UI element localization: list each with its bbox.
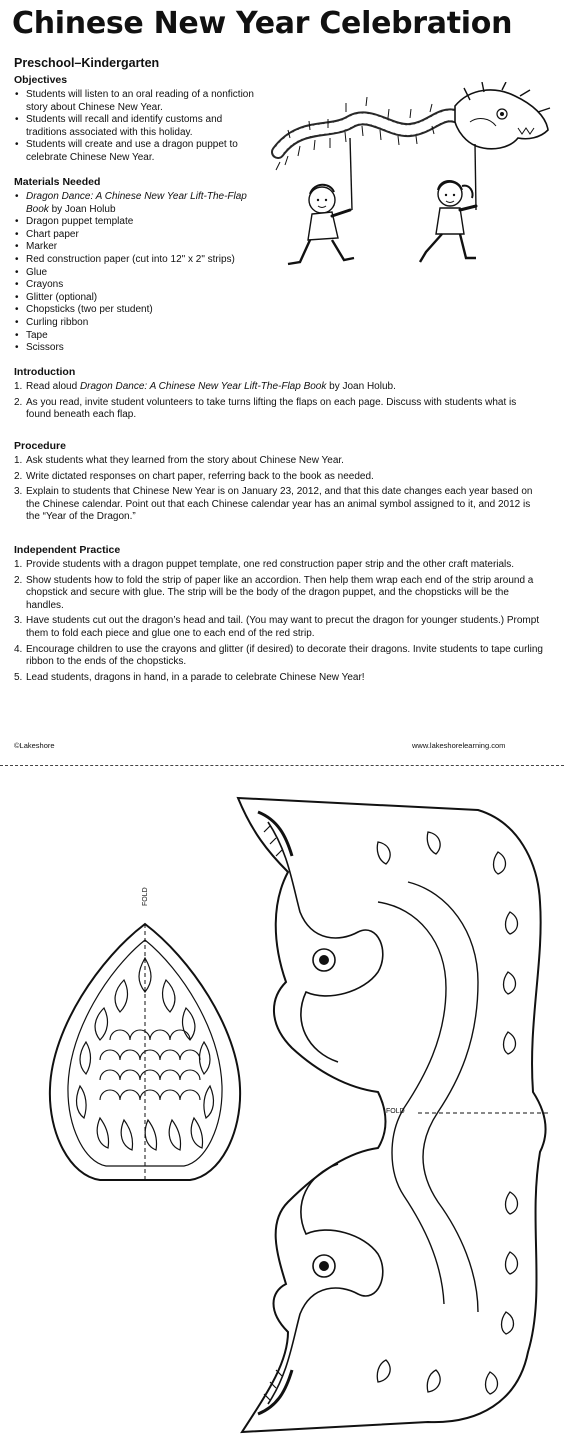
objective-item: • Students will recall and identify customs and traditions associated with this holiday. — [14, 114, 264, 139]
practice-step: 5. Lead students, dragons in hand, in a parade to celebrate Chinese New Year! — [14, 671, 365, 683]
procedure-step: 3. Explain to students that Chinese New Year is on January 23, 2012, and that this date changes each year based on the Chinese calendar. Point out that each Chinese calendar year has an animal symbol assigned to it, and 2012 is the “Year of the Dragon.” — [14, 486, 533, 523]
introduction-step: 1. Read aloud Dragon Dance: A Chinese New Year Lift-The-Flap Book by Joan Holub. — [14, 381, 396, 392]
introduction-heading: Introduction — [14, 366, 76, 378]
procedure-heading: Procedure — [14, 440, 66, 452]
intro-step-text: As you read, invite student volunteers to take turns lifting the flaps on each page. Discuss with students what is found beneath each flap. — [26, 396, 517, 421]
material-item: • Glue — [14, 267, 264, 280]
website-text: www.lakeshorelearning.com — [412, 741, 506, 750]
page-title: Chinese New Year Celebration — [12, 6, 513, 41]
independent-practice-section — [14, 544, 544, 687]
introduction-step: 2. As you read, invite student volunteers to take turns lifting the flaps on each page. Discuss with students what is found beneath each flap. — [14, 396, 517, 421]
practice-step-text: Provide students with a dragon puppet template, one red construction paper strip and the other craft materials. — [26, 559, 515, 570]
material-item: • Scissors — [14, 342, 264, 355]
practice-step: 1. Provide students with a dragon puppet template, one red construction paper strip and the other craft materials. — [14, 559, 515, 570]
objectives-section — [14, 74, 264, 165]
procedure-step-text: Explain to students that Chinese New Year is on January 23, 2012, and that this date changes each year based on the Chinese calendar. Point out that each Chinese calendar year has an animal symbol assigned to it, and 2012 is the “Year of the Dragon.” — [26, 486, 533, 523]
objective-item: • Students will listen to an oral reading of a nonfiction story about Chinese New Year. — [14, 89, 264, 114]
material-item: • Chart paper — [14, 229, 264, 242]
procedure-section — [14, 440, 544, 527]
book-author: by Joan Holub — [48, 203, 116, 215]
practice-step: 4. Encourage children to use the crayons and glitter (if desired) to decorate their dragons. Invite students to tape curling ribbon to the ends of the chopsticks. — [14, 643, 543, 668]
material-item: • Tape — [14, 330, 264, 343]
objectives-heading: Objectives — [14, 74, 68, 86]
practice-step-text: Have students cut out the dragon’s head and tail. (You may want to precut the dragon for younger students.) Prompt them to fold each piece and glue one to each end of the red strip. — [26, 615, 540, 639]
dragon-tail-template — [40, 918, 250, 1188]
material-item: • Marker — [14, 241, 264, 254]
material-item: • Dragon puppet template — [14, 216, 264, 229]
procedure-step-text: Write dictated responses on chart paper, referring back to the book as needed. — [26, 470, 374, 482]
introduction-section — [14, 366, 544, 425]
fold-label-tail: FOLD — [142, 887, 149, 906]
practice-heading: Independent Practice — [14, 544, 121, 556]
material-item: • Chopsticks (two per student) — [14, 304, 264, 317]
grade-level: Preschool–Kindergarten — [14, 56, 160, 70]
practice-step: 2. Show students how to fold the strip of paper like an accordion. Then help them wrap each end of the strip around a chopstick and secure with glue. The strip will be the body of the dragon puppet, and the chopsticks will be the handles. — [14, 574, 534, 611]
intro-book-title: Dragon Dance: A Chinese New Year Lift-The-Flap Book — [79, 381, 327, 392]
materials-heading: Materials Needed — [14, 176, 101, 188]
procedure-step-text: Ask students what they learned from the story about Chinese New Year. — [26, 455, 344, 466]
material-item: • Crayons — [14, 279, 264, 292]
material-item-book — [14, 191, 264, 216]
procedure-step: 1. Ask students what they learned from the story about Chinese New Year. — [14, 455, 344, 466]
cut-line — [0, 765, 564, 766]
practice-step-text: Lead students, dragons in hand, in a parade to celebrate Chinese New Year! — [26, 671, 365, 683]
practice-step-text: Show students how to fold the strip of paper like an accordion. Then help them wrap each end of the strip around a chopstick and secure with glue. The strip will be the body of the dragon puppet, and the chopsticks will be the handles. — [26, 574, 534, 611]
practice-step: 3. Have students cut out the dragon’s head and tail. (You may want to precut the dragon for younger students.) Prompt them to fold each piece and glue one to each end of the red strip. — [14, 615, 540, 639]
intro-step-text: by Joan Holub. — [326, 381, 396, 392]
fold-label-head: FOLD — [386, 1108, 405, 1115]
copyright-text: ©Lakeshore — [14, 741, 55, 750]
objective-item: • Students will create and use a dragon puppet to celebrate Chinese New Year. — [14, 139, 264, 164]
intro-step-text: Read aloud — [26, 381, 80, 392]
material-item: • Glitter (optional) — [14, 292, 264, 305]
materials-section — [14, 176, 264, 355]
material-item: • Red construction paper (cut into 12" x 2" strips) — [14, 254, 264, 267]
practice-step-text: Encourage children to use the crayons and glitter (if desired) to decorate their dragons. Invite students to tape curling ribbon to the ends of the chopsticks. — [26, 643, 543, 668]
dragon-parade-illustration — [270, 82, 555, 282]
material-item: • Curling ribbon — [14, 317, 264, 330]
procedure-step: 2. Write dictated responses on chart paper, referring back to the book as needed. — [14, 470, 374, 482]
book-title: Dragon Dance: A Chinese New Year Lift-The-Flap Book — [26, 191, 247, 215]
